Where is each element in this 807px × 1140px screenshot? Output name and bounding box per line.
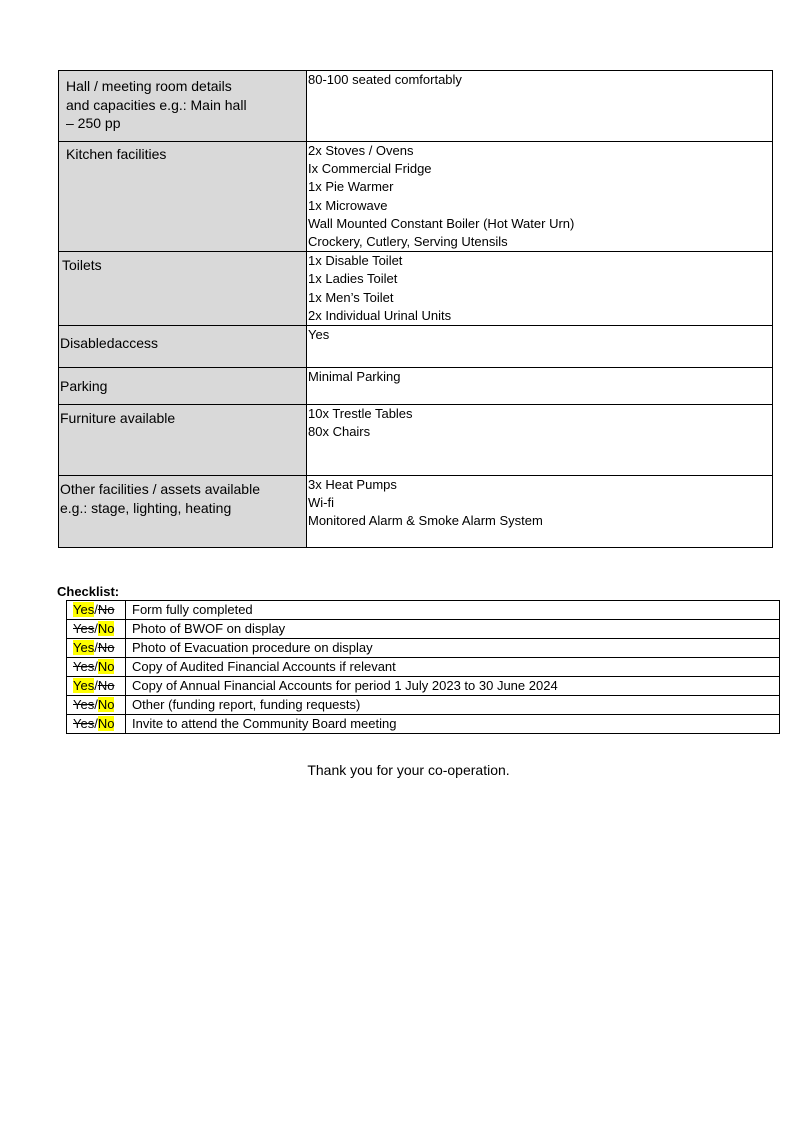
checklist-item-text: Photo of BWOF on display	[126, 620, 780, 639]
checklist-table	[66, 600, 780, 734]
yes-option[interactable]: Yes	[73, 621, 95, 636]
label-line: – 250 pp	[66, 115, 121, 131]
facility-row-furniture	[59, 405, 773, 476]
value-line: Yes	[308, 327, 330, 343]
yes-no-status[interactable]	[67, 620, 126, 639]
yes-no-status[interactable]	[67, 677, 126, 696]
checklist-row	[67, 601, 780, 620]
label-line: Kitchen facilities	[66, 146, 167, 162]
facility-row-parking	[59, 368, 773, 405]
label-line: Toilets	[62, 257, 102, 274]
label-line: Parking	[60, 378, 108, 395]
facility-row-toilets	[59, 252, 773, 326]
yes-option[interactable]: Yes	[73, 640, 95, 655]
checklist-item-text: Copy of Annual Financial Accounts for period 1 July 2023 to 30 June 2024	[126, 677, 780, 696]
label-line: Hall / meeting room details	[66, 78, 232, 94]
facilities-table	[58, 70, 773, 548]
option-separator: /	[94, 602, 98, 617]
option-separator: /	[94, 640, 98, 655]
facility-row-disabled-access	[59, 326, 773, 368]
value-line: Wall Mounted Constant Boiler (Hot Water Urn)	[308, 215, 575, 231]
facility-value	[307, 252, 773, 326]
checklist-item-text: Copy of Audited Financial Accounts if relevant	[126, 658, 780, 677]
label-line: e.g.: stage, lighting, heating	[60, 499, 232, 516]
value-line: 1x Disable Toilet	[308, 253, 403, 269]
no-option[interactable]: No	[97, 697, 115, 712]
checklist-row	[67, 658, 780, 677]
value-line: 1x Ladies Toilet	[308, 271, 398, 287]
checklist-item-text: Form fully completed	[126, 601, 780, 620]
facility-label	[59, 405, 307, 476]
yes-no-status[interactable]	[67, 601, 126, 620]
facility-value	[307, 142, 773, 252]
value-line: Minimal Parking	[308, 369, 401, 385]
yes-no-status[interactable]	[67, 639, 126, 658]
facility-row-other	[59, 476, 773, 548]
facility-row-hall	[59, 71, 773, 142]
value-line: Monitored Alarm & Smoke Alarm System	[308, 513, 543, 529]
facility-label	[59, 476, 307, 548]
value-line: 10x Trestle Tables	[308, 406, 413, 422]
no-option[interactable]: No	[97, 659, 115, 674]
value-line: 1x Men’s Toilet	[308, 289, 394, 305]
yes-no-status[interactable]	[67, 658, 126, 677]
option-separator: /	[94, 621, 98, 636]
value-line: 80x Chairs	[308, 424, 371, 440]
yes-no-status[interactable]	[67, 696, 126, 715]
checklist-row	[67, 715, 780, 734]
option-separator: /	[94, 716, 98, 731]
yes-option[interactable]: Yes	[73, 678, 95, 693]
no-option[interactable]: No	[97, 602, 115, 617]
value-line: Wi-fi	[308, 495, 334, 511]
yes-option[interactable]: Yes	[73, 716, 95, 731]
facility-label	[59, 252, 307, 326]
checklist-heading: Checklist:	[57, 584, 120, 599]
option-separator: /	[94, 678, 98, 693]
checklist-row	[67, 620, 780, 639]
value-line: 80-100 seated comfortably	[308, 72, 462, 87]
value-line: Crockery, Cutlery, Serving Utensils	[308, 234, 508, 250]
value-line: 3x Heat Pumps	[308, 477, 397, 493]
option-separator: /	[94, 697, 98, 712]
value-line: 2x Individual Urinal Units	[308, 307, 452, 323]
checklist-item-text: Invite to attend the Community Board meeting	[126, 715, 780, 734]
checklist-row	[67, 677, 780, 696]
facility-value	[307, 476, 773, 548]
value-line: 1x Pie Warmer	[308, 179, 394, 195]
option-separator: /	[94, 659, 98, 674]
facility-value	[307, 368, 773, 405]
label-line: Other facilities / assets available	[60, 481, 260, 498]
facility-row-kitchen	[59, 142, 773, 252]
no-option[interactable]: No	[97, 716, 115, 731]
label-line: Furniture available	[60, 410, 176, 427]
facility-label	[59, 368, 307, 405]
checklist-row	[67, 639, 780, 658]
thank-you-text: Thank you for your co-operation.	[307, 762, 510, 778]
yes-option[interactable]: Yes	[73, 602, 95, 617]
facility-label	[59, 71, 307, 142]
facility-value	[307, 405, 773, 476]
facility-value	[307, 326, 773, 368]
checklist-item-text: Photo of Evacuation procedure on display	[126, 639, 780, 658]
no-option[interactable]: No	[97, 678, 115, 693]
facility-value	[307, 71, 773, 142]
checklist-item-text: Other (funding report, funding requests)	[126, 696, 780, 715]
no-option[interactable]: No	[97, 640, 115, 655]
facility-label	[59, 326, 307, 368]
yes-option[interactable]: Yes	[73, 659, 95, 674]
value-line: 1x Microwave	[308, 197, 388, 213]
no-option[interactable]: No	[97, 621, 115, 636]
value-line: Ix Commercial Fridge	[308, 161, 432, 177]
value-line: 2x Stoves / Ovens	[308, 143, 414, 158]
label-line: Disabledaccess	[60, 335, 159, 352]
checklist-row	[67, 696, 780, 715]
yes-no-status[interactable]	[67, 715, 126, 734]
yes-option[interactable]: Yes	[73, 697, 95, 712]
label-line: and capacities e.g.: Main hall	[66, 96, 247, 113]
facility-label	[59, 142, 307, 252]
